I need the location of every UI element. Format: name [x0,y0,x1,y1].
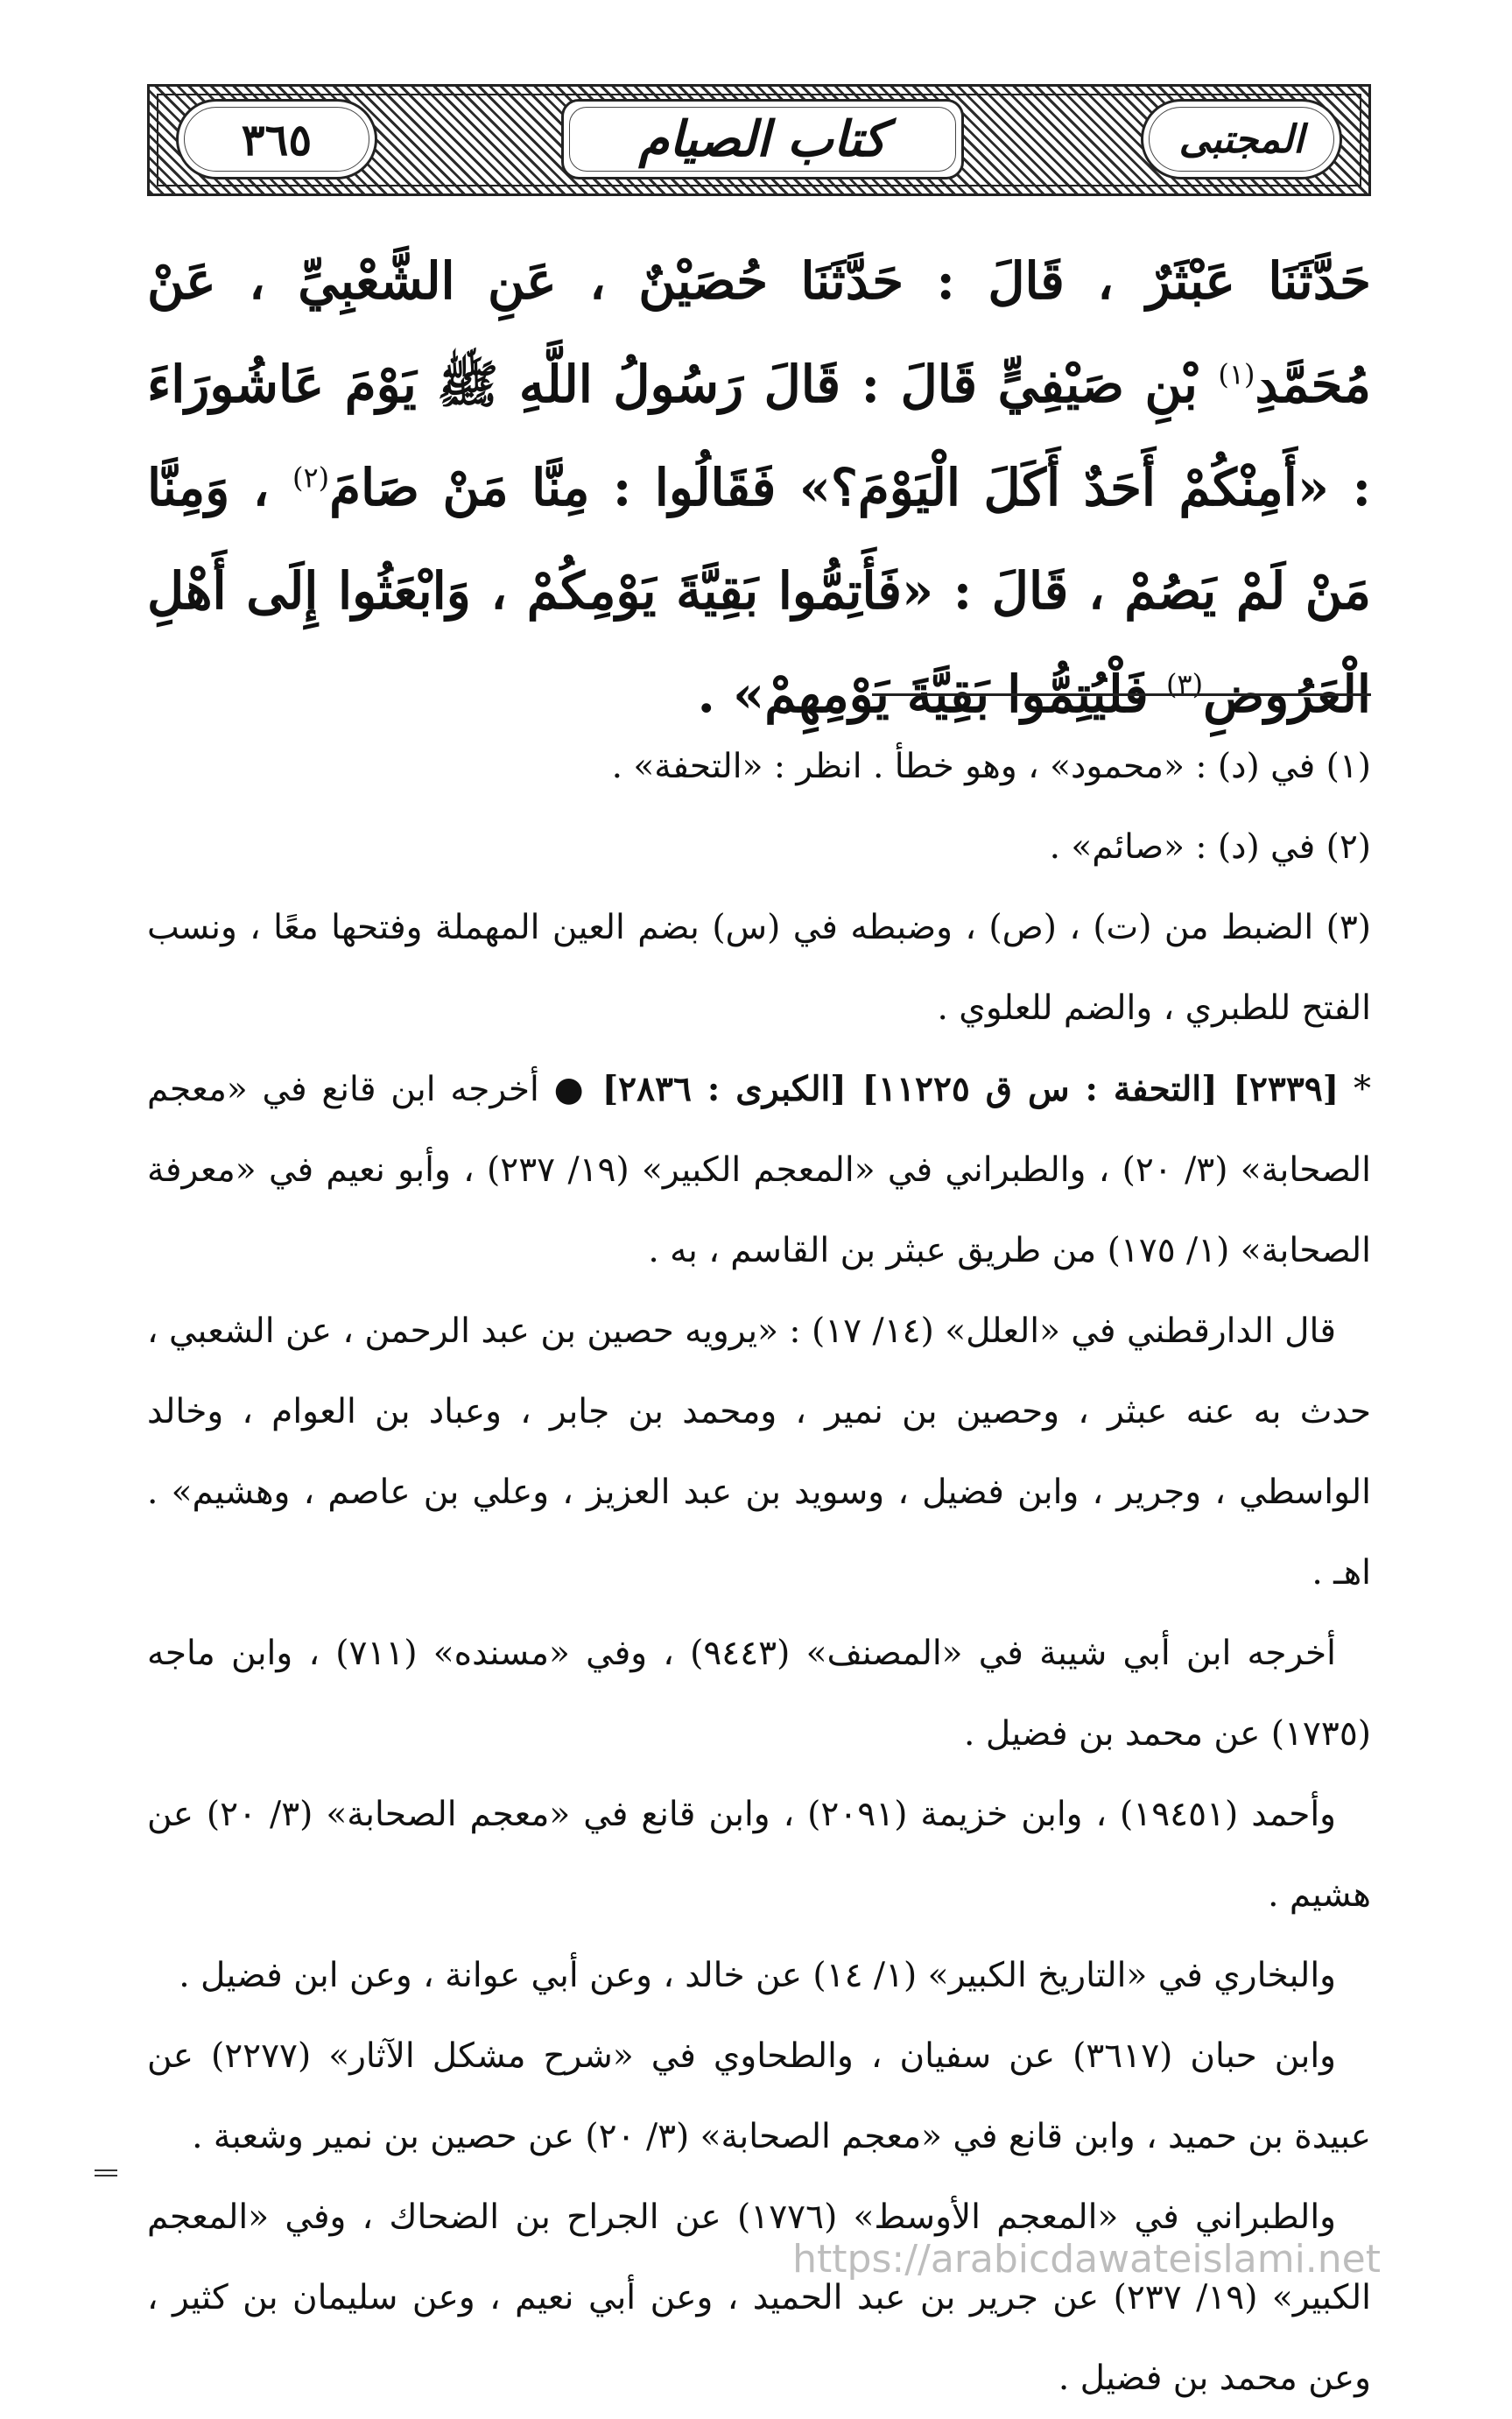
matn-segment-1: حَدَّثَنَا عَبْثَرٌ ، قَالَ : حَدَّثَنَا حُصَيْنٌ ، عَنِ الشَّعْبِيِّ ، عَنْ مُحَمَّدِ [147,251,1371,414]
series-logo: المجتبى [1178,116,1305,162]
takhrij-paragraph-4: وأحمد (١٩٤٥١) ، وابن خزيمة (٢٠٩١) ، وابن قانع في «معجم الصحابة» (٣/ ٢٠) عن هشيم . [147,1795,1371,1915]
takhrij-paragraph-6: وابن حبان (٣٦١٧) عن سفيان ، والطحاوي في «شرح مشكل الآثار» (٢٢٧٧) عن عبيدة بن حميد ، وابن قانع في «معجم الصحابة» (٣/ ٢٠) عن حصين بن نمير وشعبة . [147,2036,1371,2156]
footnote-1: (١) في (د) : «محمود» ، وهو خطأ . انظر : «التحفة» . [611,747,1371,786]
takhrij-paragraph-3: أخرجه ابن أبي شيبة في «المصنف» (٩٤٤٣) ، وفي «مسنده» (٧١١) ، وابن ماجه (١٧٣٥) عن محمد بن فضيل . [147,1634,1371,1754]
matn-segment-3: ، وَمِنَّا مَنْ لَمْ يَصُمْ ، قَالَ : «فَأَتِمُّوا بَقِيَّةَ يَوْمِكُمْ ، وَابْعَثُوا إِلَى أَهْلِ الْعَرُوضِ [147,458,1371,724]
takhrij-paragraph-2: قال الدارقطني في «العلل» (١٤/ ١٧) : «يرويه حصين بن عبد الرحمن ، عن الشعبي ، حدث به عنه عبثر ، وحصين بن نمير ، ومحمد بن جابر ، وعباد بن العوام ، وخالد الواسطي ، وجرير ، وابن فضيل ، وسويد بن عبد العزيز ، وعلي بن عاصم ، وهشيم» . اهـ . [147,1311,1371,1593]
footnote-ref-3: (٣) [1165,667,1204,701]
page-number-cartouche [176,99,377,179]
ornamental-header [147,84,1371,196]
takhrij-paragraph-7: والطبراني في «المعجم الأوسط» (١٧٧٦) عن الجراح بن الضحاك ، وفي «المعجم الكبير» (١٩/ ٢٣٧) عن جرير بن عبد الحميد ، وعن أبي نعيم ، وعن سليمان بن كثير ، وعن محمد بن فضيل . [147,2197,1372,2398]
footnote-ref-2: (٢) [292,461,330,495]
takhrij-text-1: أخرجه ابن قانع في «معجم الصحابة» (٣/ ٢٠) ، والطبراني في «المعجم الكبير» (١٩/ ٢٣٧) ، وأبو نعيم في «معرفة الصحابة» (١/ ١٧٥) من طريق عبثر بن القاسم ، به . [147,1070,1371,1270]
footnotes-section [147,727,1371,2419]
bullet-icon: ● [553,1070,587,1109]
hadith-paragraph [147,229,1371,746]
footnote-ref-1: (١) [1218,357,1255,391]
hadith-text [147,229,1371,746]
title-cartouche [561,99,964,179]
asterisk-icon: * [1353,1069,1371,1109]
takhrij-reference: [٢٣٣٩] [التحفة : س ق ١١٢٢٥] [الكبرى : ٢٨٣٦] [601,1069,1340,1109]
series-logo-cartouche [1141,99,1342,179]
page-number: ٣٦٥ [241,113,313,165]
footnote-2: (٢) في (د) : «صائم» . [1049,827,1371,867]
takhrij-paragraph-5: والبخاري في «التاريخ الكبير» (١/ ١٤) عن خالد ، وعن أبي عوانة ، وعن ابن فضيل . [179,1956,1336,1995]
footnote-3: (٣) الضبط من (ت) ، (ص) ، وضبطه في (س) بضم العين المهملة وفتحها معًا ، ونسب الفتح للطبري ، والضم للعلوي . [147,908,1371,1028]
takhrij-paragraph-1 [147,1049,1371,1291]
book-title: كتاب الصيام [638,110,887,168]
site-watermark: https://arabicdawateislami.net [792,2237,1381,2282]
matn-segment-4: فَلْيُتِمُّوا بَقِيَّةَ يَوْمِهِمْ» . [697,665,1166,724]
footnote-separator [872,693,1371,696]
margin-mark [95,2169,117,2176]
matn-segment-2: بْنِ صَيْفِيٍّ قَالَ : قَالَ رَسُولُ اللَّهِ ﷺ يَوْمَ عَاشُورَاءَ : «أَمِنْكُمْ أَحَدٌ أَكَلَ الْيَوْمَ؟» فَقَالُوا : مِنَّا مَنْ صَامَ [147,355,1372,517]
